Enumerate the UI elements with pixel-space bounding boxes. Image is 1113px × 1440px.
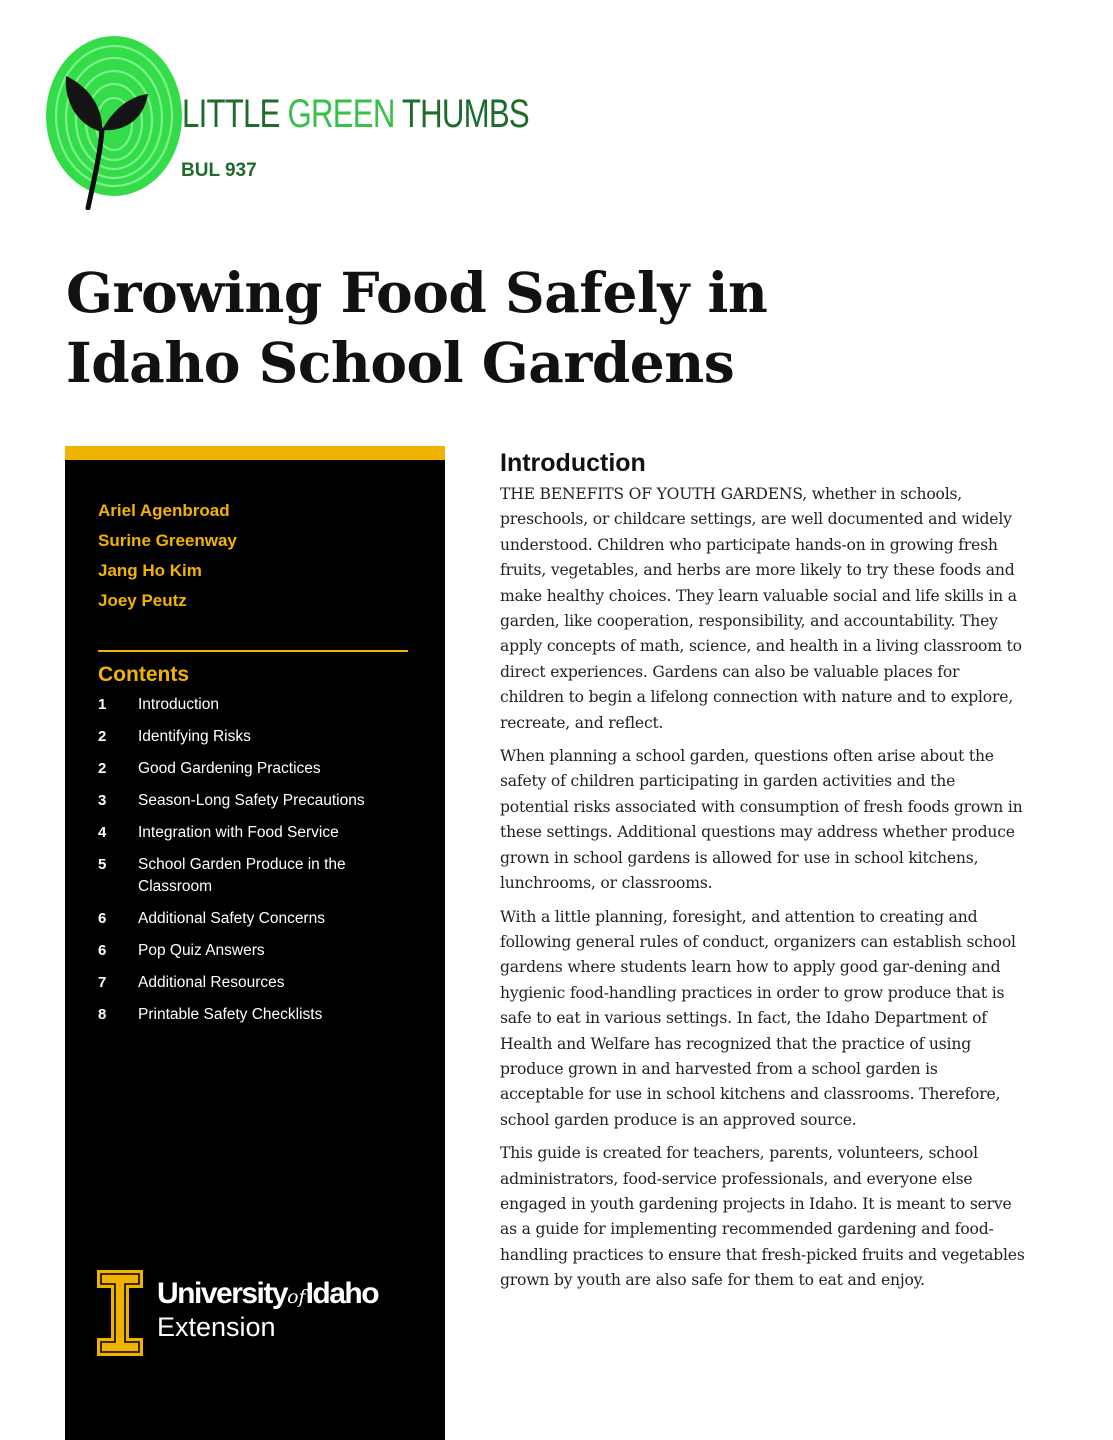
toc-item-pop-quiz[interactable]	[98, 940, 418, 962]
brand-thumbs: THUMBS	[401, 92, 529, 136]
brand-little: LITTLE	[182, 92, 280, 136]
toc-item-safety-checklists[interactable]	[98, 1004, 418, 1026]
sidebar-panel	[65, 446, 445, 1440]
toc-title: Integration with Food Service	[138, 824, 339, 841]
toc-item-introduction[interactable]	[98, 694, 418, 716]
contents-heading: Contents	[98, 663, 189, 686]
toc-page-number: 3	[98, 792, 107, 809]
university-name-part2: Idaho	[305, 1277, 379, 1310]
toc-page-number: 6	[98, 910, 107, 927]
university-extension: Extension	[157, 1312, 276, 1342]
toc-page-number: 2	[98, 728, 107, 745]
brand-wordmark	[182, 84, 627, 144]
table-of-contents	[98, 694, 418, 1036]
toc-title: Additional Safety Concerns	[138, 910, 325, 927]
author-name: Jang Ho Kim	[98, 561, 202, 580]
toc-title: Additional Resources	[138, 974, 285, 991]
paragraph: THE BENEFITS OF YOUTH GARDENS, whether in schools, preschools, or childcare settings, are well documented and widely understood. Children who participate hands-on in growing fresh fruits, vegetables, and herbs are more likely to try these foods and make healthy choices. They learn valuable social and life skills in a garden, like cooperation, responsibility, and accountability. They apply concepts of math, science, and health in a living classroom to direct experiences. Gardens can also be valuable places for children to begin a lifelong connection with nature and to explore, recreate, and reflect.	[500, 485, 1022, 732]
toc-item-identifying-risks[interactable]	[98, 726, 418, 748]
author-name: Joey Peutz	[98, 591, 187, 610]
toc-title: Season-Long Safety Precautions	[138, 792, 365, 809]
toc-page-number: 8	[98, 1006, 107, 1023]
toc-item-additional-resources[interactable]	[98, 972, 418, 994]
university-name-of: of	[287, 1286, 306, 1308]
paragraph: With a little planning, foresight, and attention to creating and following general rules of conduct, organizers can establish school gardens where students learn how to apply good gar-dening and hygienic food-handling practices in order to grow produce that is safe to eat in various settings. In fact, the Idaho Department of Health and Welfare has recognized that the practice of using produce grown in and harvested from a school garden is acceptable for use in school kitchens and classrooms. Therefore, school garden produce is an approved source.	[500, 907, 1016, 1129]
paragraph: This guide is created for teachers, parents, volunteers, school administrators, food-service professionals, and everyone else engaged in youth gardening projects in Idaho. It is meant to serve as a guide for implementing recommended gardening and food-handling practices to ensure that fresh-picked fruits and vegetables grown by youth are also safe for them to eat and enjoy.	[500, 1144, 1025, 1290]
toc-item-food-service[interactable]	[98, 822, 418, 844]
paragraph: When planning a school garden, questions often arise about the safety of children participating in garden activities and the potential risks associated with consumption of fresh foods grown in these settings. Additional questions may address whether produce grown in school gardens is allowed for use in school kitchens, lunchrooms, or classrooms.	[500, 747, 1023, 893]
thumbprint-sprout-logo-icon	[36, 30, 186, 210]
university-name-part1: University	[157, 1277, 288, 1310]
toc-title: Printable Safety Checklists	[138, 1006, 323, 1023]
author-name: Ariel Agenbroad	[98, 501, 230, 520]
bulletin-number: BUL 937	[181, 160, 257, 181]
toc-title: Pop Quiz Answers	[138, 942, 265, 959]
toc-title: Good Gardening Practices	[138, 760, 321, 777]
brand-green: GREEN	[287, 92, 395, 136]
section-heading: Introduction	[500, 449, 646, 477]
title-line-1: Growing Food Safely in	[66, 260, 768, 325]
university-name	[157, 1278, 378, 1313]
toc-item-additional-safety[interactable]	[98, 908, 418, 930]
toc-page-number: 6	[98, 942, 107, 959]
toc-page-number: 1	[98, 696, 107, 713]
toc-page-number: 2	[98, 760, 107, 777]
toc-page-number: 7	[98, 974, 107, 991]
toc-item-season-long-safety[interactable]	[98, 790, 418, 812]
article-body	[500, 446, 1025, 1302]
toc-title: Introduction	[138, 696, 219, 713]
toc-item-classroom-produce[interactable]	[98, 854, 418, 898]
author-name: Surine Greenway	[98, 531, 237, 550]
title-line-2: Idaho School Gardens	[66, 330, 735, 395]
author-list	[98, 496, 237, 616]
toc-item-good-gardening-practices[interactable]	[98, 758, 418, 780]
toc-title: Identifying Risks	[138, 728, 251, 745]
divider	[98, 650, 408, 652]
toc-page-number: 5	[98, 856, 107, 873]
toc-page-number: 4	[98, 824, 107, 841]
university-i-logo-icon	[97, 1270, 143, 1356]
toc-title: School Garden Produce in the Classroom	[138, 856, 346, 895]
page-title	[66, 258, 826, 398]
